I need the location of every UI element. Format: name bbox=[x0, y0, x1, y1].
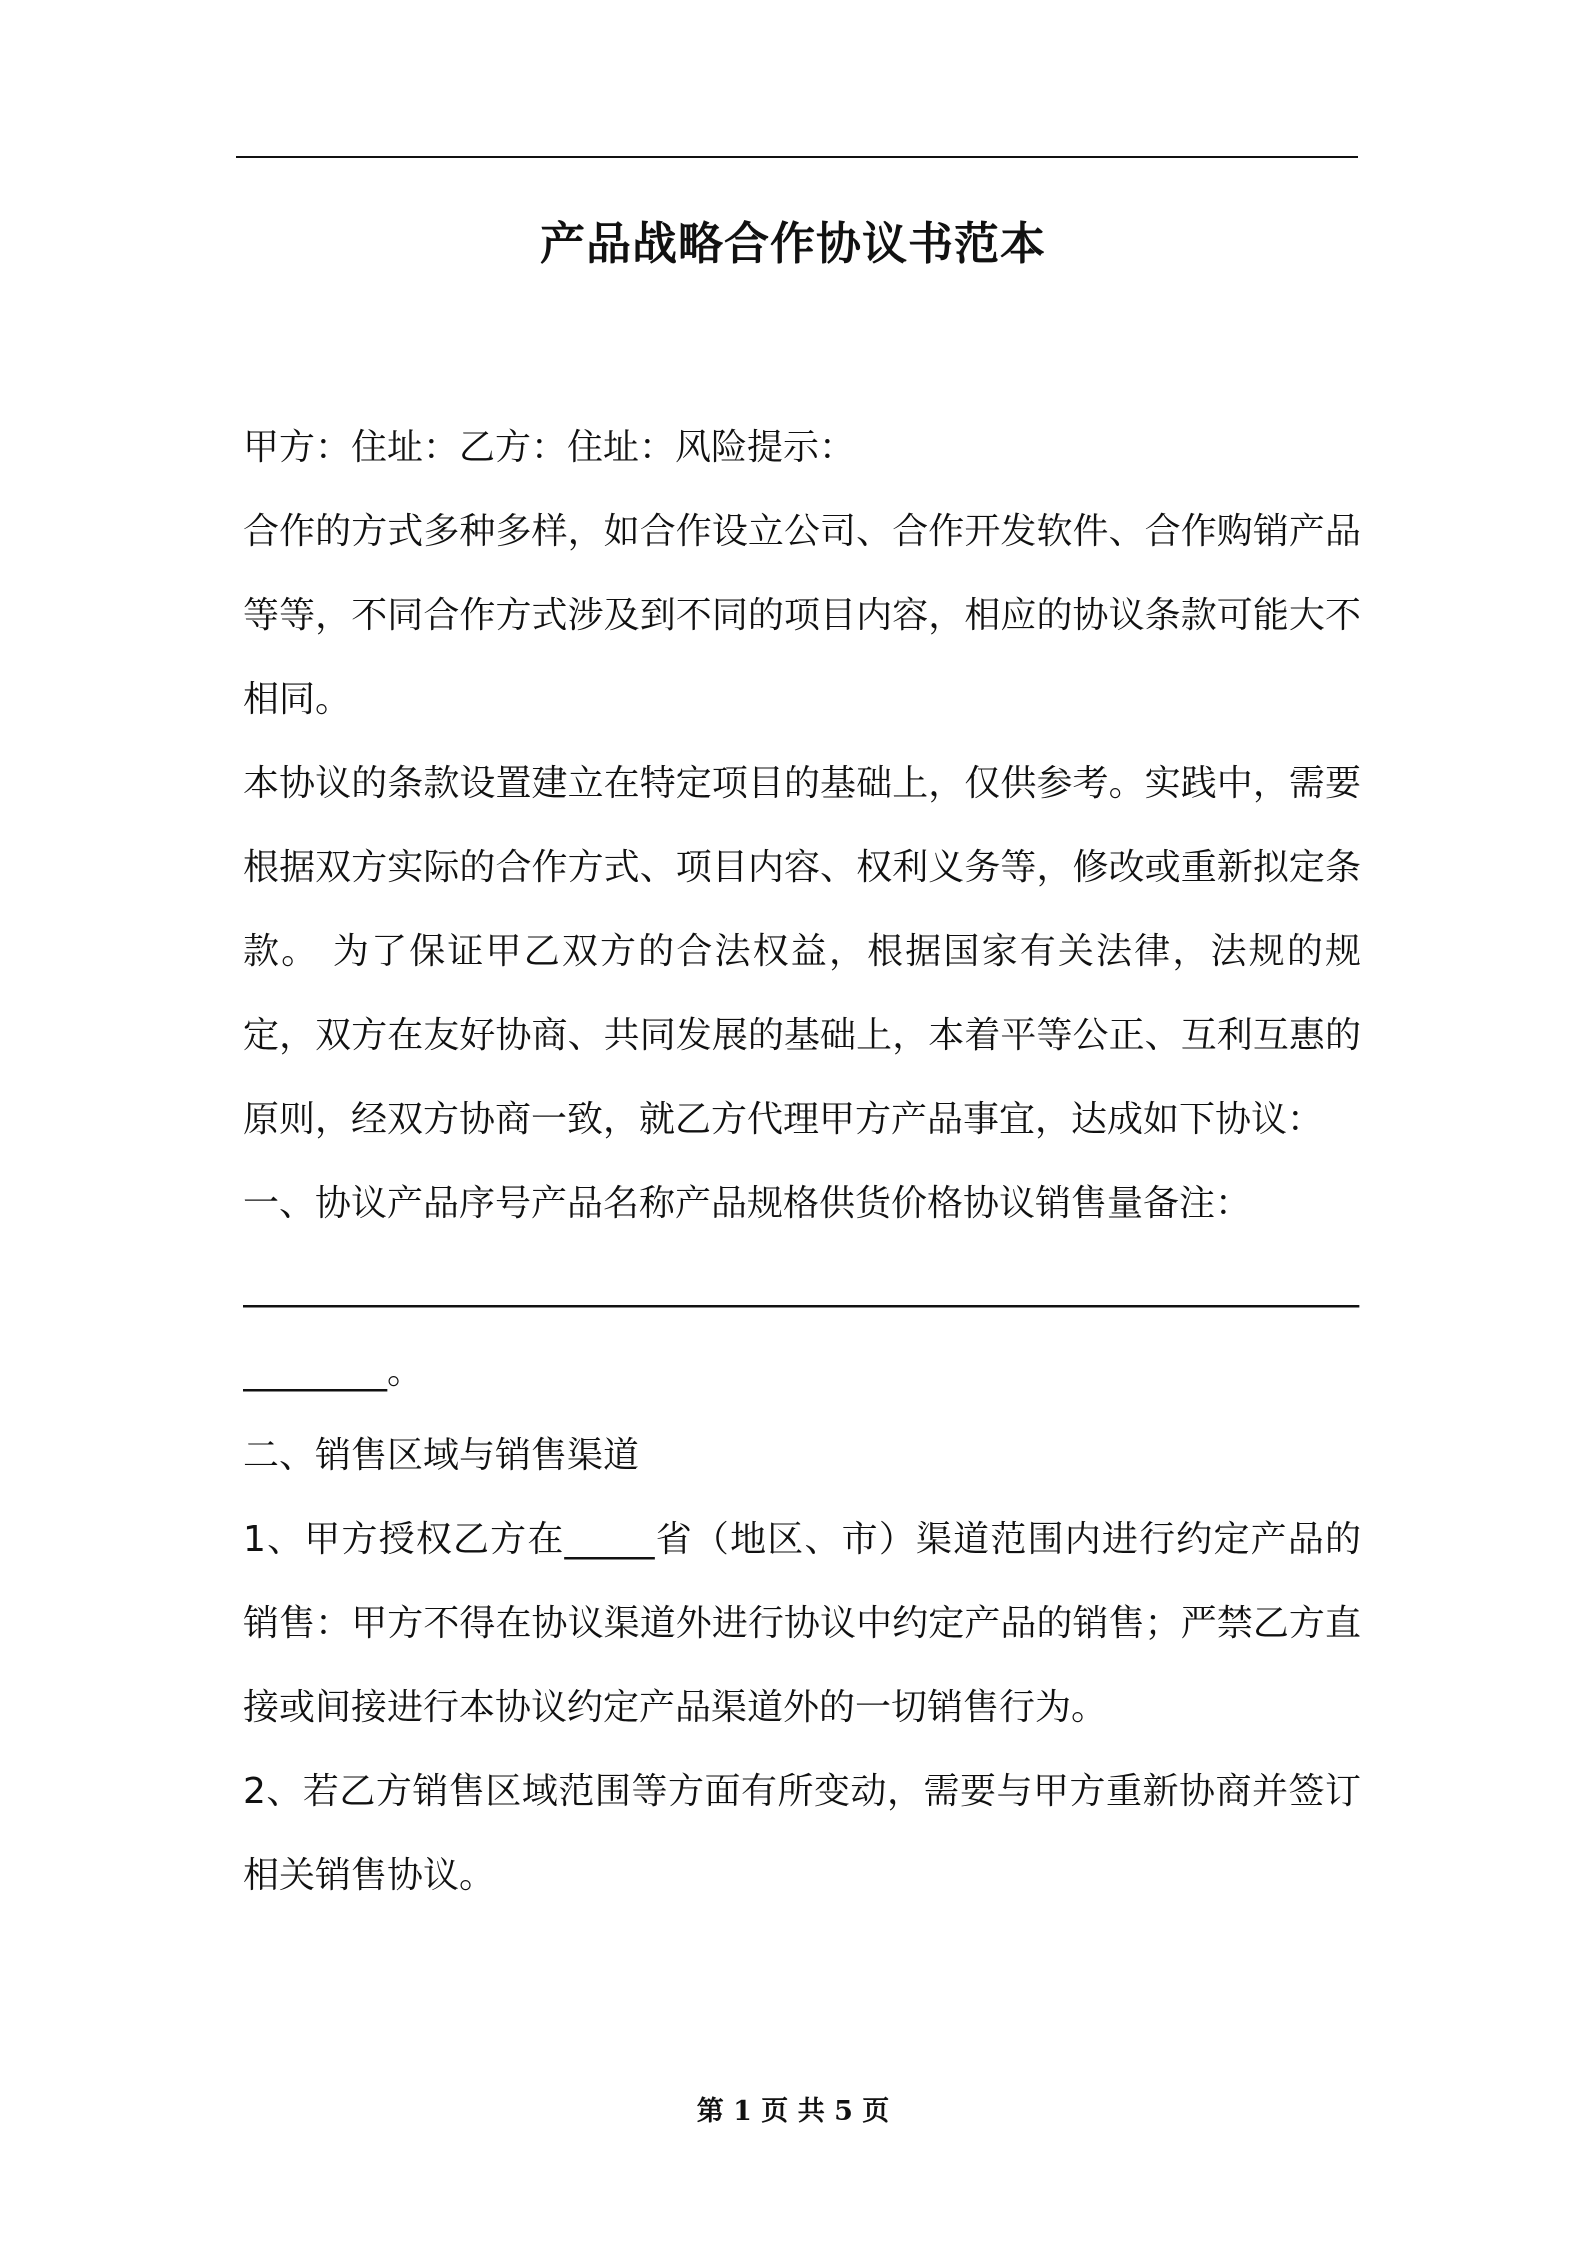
paragraph-cooperation-forms: 合作的方式多种多样，如合作设立公司、合作开发软件、合作购销产品等等，不同合作方式涉及到不同的项目内容，相应的协议条款可能大不相同。 bbox=[243, 511, 1361, 720]
document-body bbox=[243, 406, 1361, 1918]
document-title: 产品战略合作协议书范本 bbox=[539, 217, 1046, 270]
clause-2-1: 1、甲方授权乙方在_____省（地区、市）渠道范围内进行约定产品的销售：甲方不得在协议渠道外进行协议中约定产品的销售；严禁乙方直接或间接进行本协议约定产品渠道外的一切销售行为。 bbox=[243, 1519, 1361, 1728]
header-rule bbox=[236, 156, 1358, 158]
fill-in-blank-line: ______________________________________________________________ bbox=[243, 1267, 1359, 1308]
paragraph-agreement-basis: 本协议的条款设置建立在特定项目的基础上，仅供参考。实践中，需要根据双方实际的合作方式、项目内容、权利义务等，修改或重新拟定条款。 为了保证甲乙双方的合法权益，根据国家有关法律，法规的规定，双方在友好协商、共同发展的基础上，本着平等公正、互利互惠的原则，经双方协商一致，就乙方代理甲方产品事宜，达成如下协议： bbox=[243, 763, 1361, 1140]
section-two-heading: 二、销售区域与销售渠道 bbox=[243, 1435, 640, 1476]
section-one-heading: 一、协议产品序号产品名称产品规格供货价格协议销售量备注： bbox=[243, 1183, 1252, 1224]
page-number: 第 1 页 共 5 页 bbox=[696, 2096, 890, 2127]
parties-line: 甲方：住址：乙方：住址：风险提示： bbox=[243, 427, 856, 468]
clause-2-2: 2、若乙方销售区域范围等方面有所变动，需要与甲方重新协商并签订相关销售协议。 bbox=[243, 1771, 1361, 1896]
fill-in-blank-line-end: ________。 bbox=[243, 1351, 424, 1392]
